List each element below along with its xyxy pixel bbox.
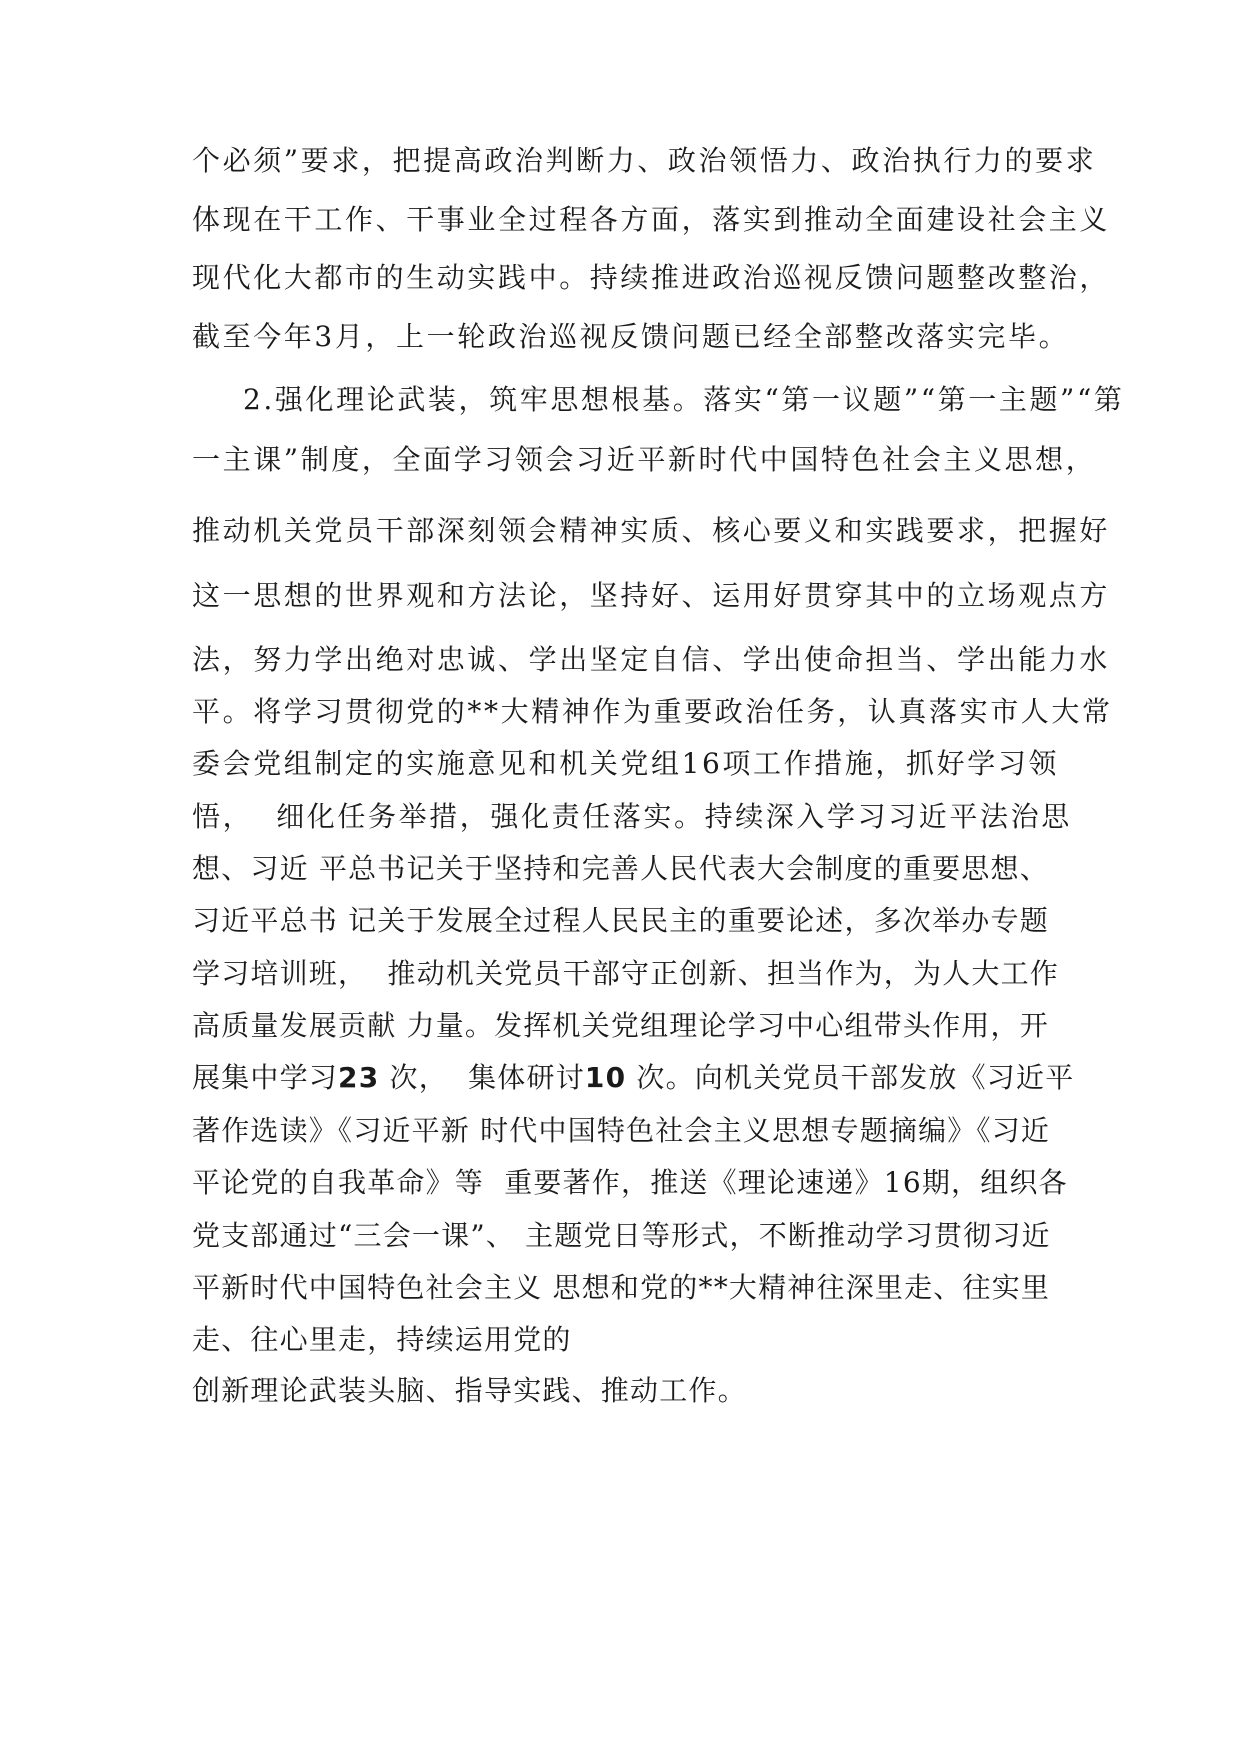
text-line-23: 创新理论武装头脑、指导实践、推动工作。	[192, 1374, 747, 1407]
text-line-7: 推动机关党员干部深刻领会精神实质、核心要义和实践要求，把握好	[192, 514, 1111, 547]
text-line-15: 学习培训班， 推动机关党员干部守正创新、担当作为，为人大工作	[192, 957, 1060, 990]
discussion-count: 10	[584, 1061, 627, 1094]
text-line-19: 平论党的自我革命》等 重要著作，推送《理论速递》16期，组织各	[192, 1166, 1068, 1199]
text-line-17-part-1: 展集中学习	[192, 1061, 339, 1094]
text-line-13: 想、习近 平总书记关于坚持和完善人民代表大会制度的重要思想、	[192, 852, 1049, 885]
text-line-10: 平。将学习贯彻党的**大精神作为重要政治任务，认真落实市人大常	[192, 695, 1113, 728]
text-line-22: 走、往心里走，持续运用党的	[192, 1323, 572, 1356]
text-line-17-part-3: 次。	[626, 1061, 695, 1094]
text-line-17	[192, 1058, 1074, 1098]
text-line-17-part-4: 向机关党员干部发放《习近平	[694, 1061, 1075, 1094]
text-line-1: 个必须”要求，把提高政治判断力、政治领悟力、政治执行力的要求	[192, 144, 1097, 177]
text-line-18: 著作选读》《习近平新 时代中国特色社会主义思想专题摘编》《习近	[192, 1114, 1051, 1147]
text-line-21: 平新时代中国特色社会主义 思想和党的**大精神往深里走、往实里	[192, 1271, 1051, 1304]
text-line-12: 悟， 细化任务举措，强化责任落实。持续深入学习习近平法治思	[192, 800, 1072, 833]
text-line-4: 截至今年3月，上一轮政治巡视反馈问题已经全部整改落实完毕。	[192, 320, 1070, 353]
text-line-6: 一主课”制度，全面学习领会习近平新时代中国特色社会主义思想，	[192, 443, 1097, 476]
text-line-11: 委会党组制定的实施意见和机关党组16项工作措施，抓好学习领	[192, 747, 1060, 780]
text-line-8: 这一思想的世界观和方法论，坚持好、运用好贯穿其中的立场观点方	[192, 579, 1111, 612]
text-line-2: 体现在干工作、干事业全过程各方面，落实到推动全面建设社会主义	[192, 203, 1111, 236]
text-line-16: 高质量发展贡献 力量。发挥机关党组理论学习中心组带头作用，开	[192, 1009, 1049, 1042]
text-line-20: 党支部通过“三会一课”、 主题党日等形式，不断推动学习贯彻习近	[192, 1219, 1051, 1252]
text-line-3: 现代化大都市的生动实践中。持续推进政治巡视反馈问题整改整治，	[192, 261, 1111, 294]
study-count: 23	[338, 1061, 380, 1094]
text-line-14: 习近平总书 记关于发展全过程人民民主的重要论述，多次举办专题	[192, 904, 1049, 937]
text-line-17-part-2: 次， 集体研讨	[379, 1061, 585, 1094]
section-heading-line: 2.强化理论武装，筑牢思想根基。落实“第一议题”“第一主题”“第	[243, 383, 1125, 416]
text-line-9: 法，努力学出绝对忠诚、学出坚定自信、学出使命担当、学出能力水	[192, 643, 1111, 676]
